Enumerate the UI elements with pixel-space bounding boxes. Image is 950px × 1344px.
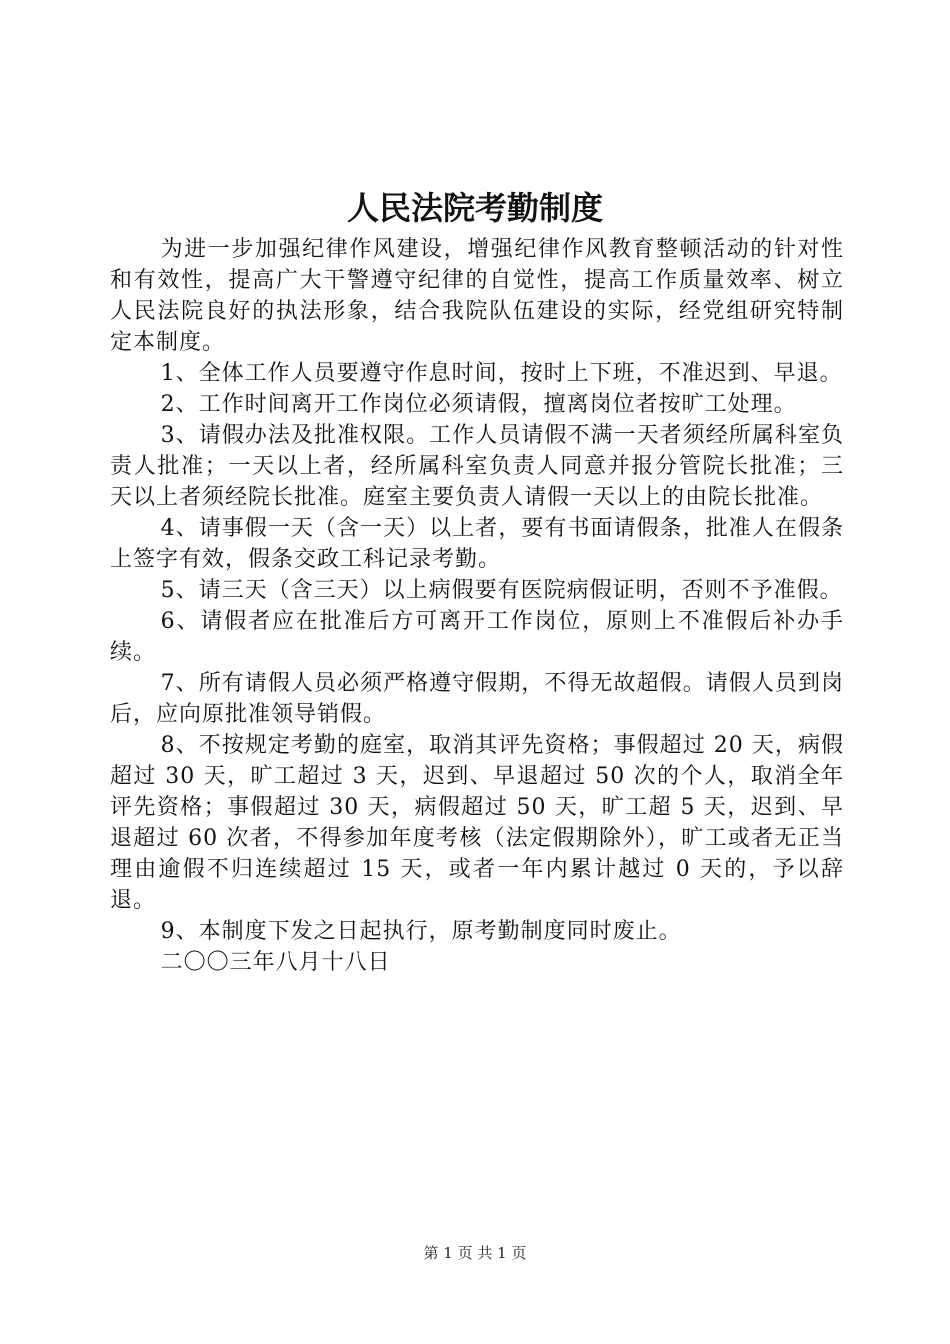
rule-item-4: 4、请事假一天（含一天）以上者，要有书面请假条，批准人在假条上签字有效，假条交政工科记录考勤。 <box>110 516 844 572</box>
rule-item-8: 8、不按规定考勤的庭室，取消其评先资格；事假超过 20 天，病假超过 30 天，旷工超过 3 天，迟到、早退超过 50 次的个人，取消全年评先资格；事假超过 30 天，病假超过 50 天，旷工超 5 天，迟到、早退超过 60 次者，不得参加年度考核（法定假期除外），旷工或者无正当理由逾假不归连续超过 15 天，或者一年内累计越过 0 天的，予以辞退。 <box>110 733 844 913</box>
rule-item-7: 7、所有请假人员必须严格遵守假期，不得无故超假。请假人员到岗后，应向原批准领导销假。 <box>110 671 844 727</box>
rule-item-9: 9、本制度下发之日起执行，原考勤制度同时废止。 <box>160 919 682 944</box>
rule-item-2: 2、工作时间离开工作岗位必须请假，擅离岗位者按旷工处理。 <box>160 392 797 417</box>
rule-item-3: 3、请假办法及批准权限。工作人员请假不满一天者须经所属科室负责人批准；一天以上者，经所属科室负责人同意并报分管院长批准；三天以上者须经院长批准。庭室主要负责人请假一天以上的由院长批准。 <box>110 423 844 510</box>
rule-item-6: 6、请假者应在批准后方可离开工作岗位，原则上不准假后补办手续。 <box>110 609 844 665</box>
rule-item-5: 5、请三天（含三天）以上病假要有医院病假证明，否则不予准假。 <box>160 578 843 603</box>
document-date: 二〇〇三年八月十八日 <box>160 950 391 975</box>
document-body <box>110 234 844 978</box>
document-title: 人民法院考勤制度 <box>346 189 603 227</box>
page-footer: 第 1 页 共 1 页 <box>423 1244 527 1262</box>
rule-item-1: 1、全体工作人员要遵守作息时间，按时上下班，不准迟到、早退。 <box>160 361 843 386</box>
intro-paragraph: 为进一步加强纪律作风建设，增强纪律作风教育整顿活动的针对性和有效性，提高广大干警遵守纪律的自觉性，提高工作质量效率、树立人民法院良好的执法形象，结合我院队伍建设的实际，经党组研究特制定本制度。 <box>110 237 844 355</box>
